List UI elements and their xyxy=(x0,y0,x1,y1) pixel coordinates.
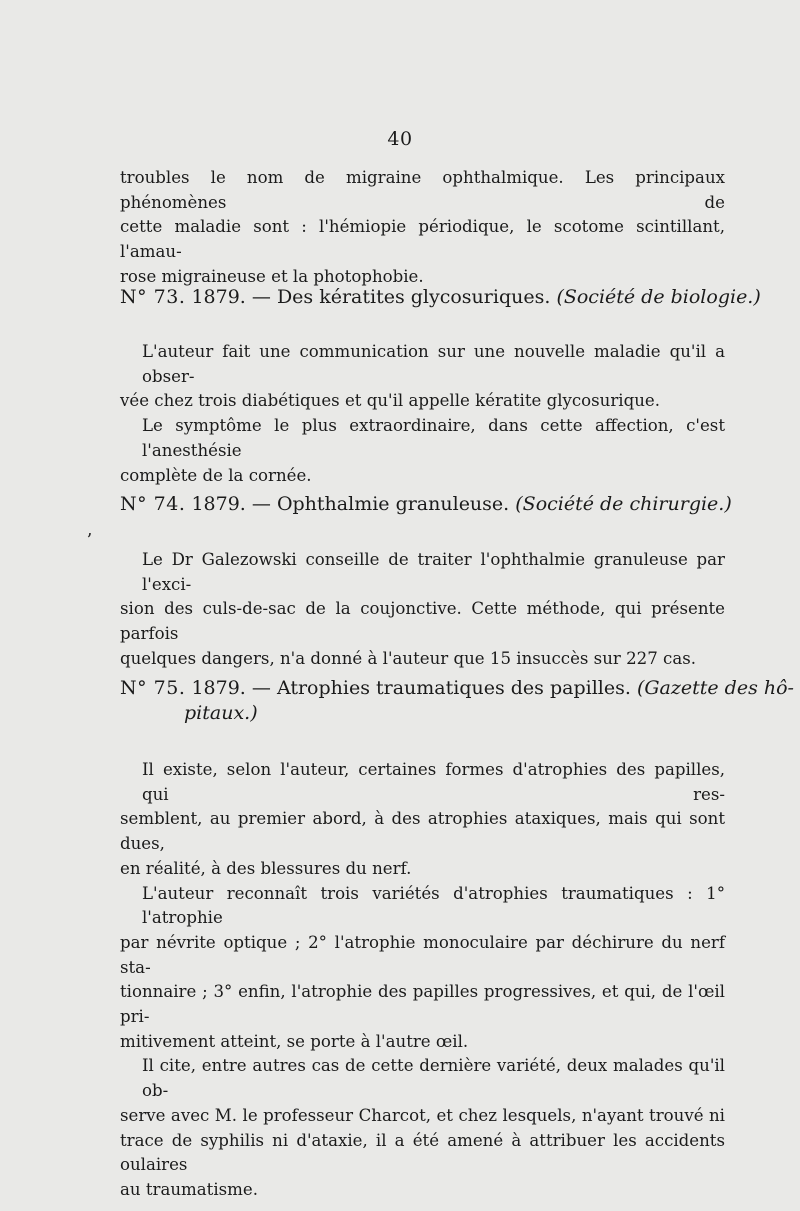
entry-source: (Société de chirurgie.) xyxy=(515,493,732,515)
text-line: mitivement atteint, se porte à l'autre œil. xyxy=(120,1031,469,1051)
entry-number: N° 75. xyxy=(120,677,186,699)
margin-mark-icon: ʼ xyxy=(86,530,92,551)
entry-74-body xyxy=(120,548,725,672)
text-line: rose migraineuse et la photophobie. xyxy=(120,266,424,286)
entry-dash: — xyxy=(251,677,271,699)
entry-number: N° 74. xyxy=(120,493,186,515)
entry-73-heading xyxy=(120,285,761,310)
entry-source: (Gazette des hô- xyxy=(636,677,794,699)
text-line: cette maladie sont : l'hémiopie périodique, le scotome scintillant, l'amau- xyxy=(120,217,725,262)
text-line: Il cite, entre autres cas de cette dernière variété, deux malades qu'il ob- xyxy=(142,1056,725,1101)
text-line: par névrite optique ; 2° l'atrophie monoculaire par déchirure du nerf sta- xyxy=(120,932,725,977)
entry-source-continued: pitaux.) xyxy=(184,702,258,724)
text-line: trace de syphilis ni d'ataxie, il a été amené à attribuer les accidents oulaires xyxy=(120,1130,725,1175)
entry-75-heading xyxy=(120,676,794,726)
text-line: L'auteur fait une communication sur une nouvelle maladie qu'il a obser- xyxy=(142,342,725,386)
entry-dash: — xyxy=(251,493,271,515)
text-line: tionnaire ; 3° enfin, l'atrophie des papilles progressives, et qui, de l'œil pri- xyxy=(120,982,725,1027)
text-line: serve avec M. le professeur Charcot, et chez lesquels, n'ayant trouvé ni xyxy=(120,1105,725,1125)
entry-dash: — xyxy=(251,286,271,308)
text-line: L'auteur reconnaît trois variétés d'atrophies traumatiques : 1° l'atrophie xyxy=(142,883,725,928)
text-line: troubles le nom de migraine ophthalmique. Les principaux phénomènes de xyxy=(120,168,725,212)
text-line: vée chez trois diabétiques et qu'il appelle kératite glycosurique. xyxy=(120,391,661,411)
text-line: complète de la cornée. xyxy=(120,465,312,485)
entry-year: 1879. xyxy=(191,677,246,699)
intro-paragraph xyxy=(120,166,725,290)
text-line: quelques dangers, n'a donné à l'auteur que 15 insuccès sur 227 cas. xyxy=(120,648,697,668)
entry-year: 1879. xyxy=(191,493,246,515)
entry-year: 1879. xyxy=(191,286,246,308)
text-line: au traumatisme. xyxy=(120,1179,258,1199)
entry-number: N° 73. xyxy=(120,286,186,308)
entry-title: Atrophies traumatiques des papilles. xyxy=(276,677,631,699)
entry-title: Ophthalmie granuleuse. xyxy=(276,493,510,515)
text-line: Le symptôme le plus extraordinaire, dans cette affection, c'est l'anesthésie xyxy=(142,416,725,460)
entry-source: (Société de biologie.) xyxy=(556,286,761,308)
entry-title: Des kératites glycosuriques. xyxy=(276,286,551,308)
text-line: Il existe, selon l'auteur, certaines formes d'atrophies des papilles, qui res- xyxy=(142,760,725,804)
text-line: sion des culs-de-sac de la coujonctive. Cette méthode, qui présente parfois xyxy=(120,599,725,644)
text-line: semblent, au premier abord, à des atrophies ataxiques, mais qui sont dues, xyxy=(120,809,725,854)
text-line: Le Dr Galezowski conseille de traiter l'ophthalmie granuleuse par l'exci- xyxy=(142,550,725,594)
entry-74-heading xyxy=(120,492,732,517)
entry-73-body xyxy=(120,340,725,488)
entry-75-body xyxy=(120,758,725,1203)
page-number: 40 xyxy=(387,128,413,150)
text-line: en réalité, à des blessures du nerf. xyxy=(120,858,412,878)
